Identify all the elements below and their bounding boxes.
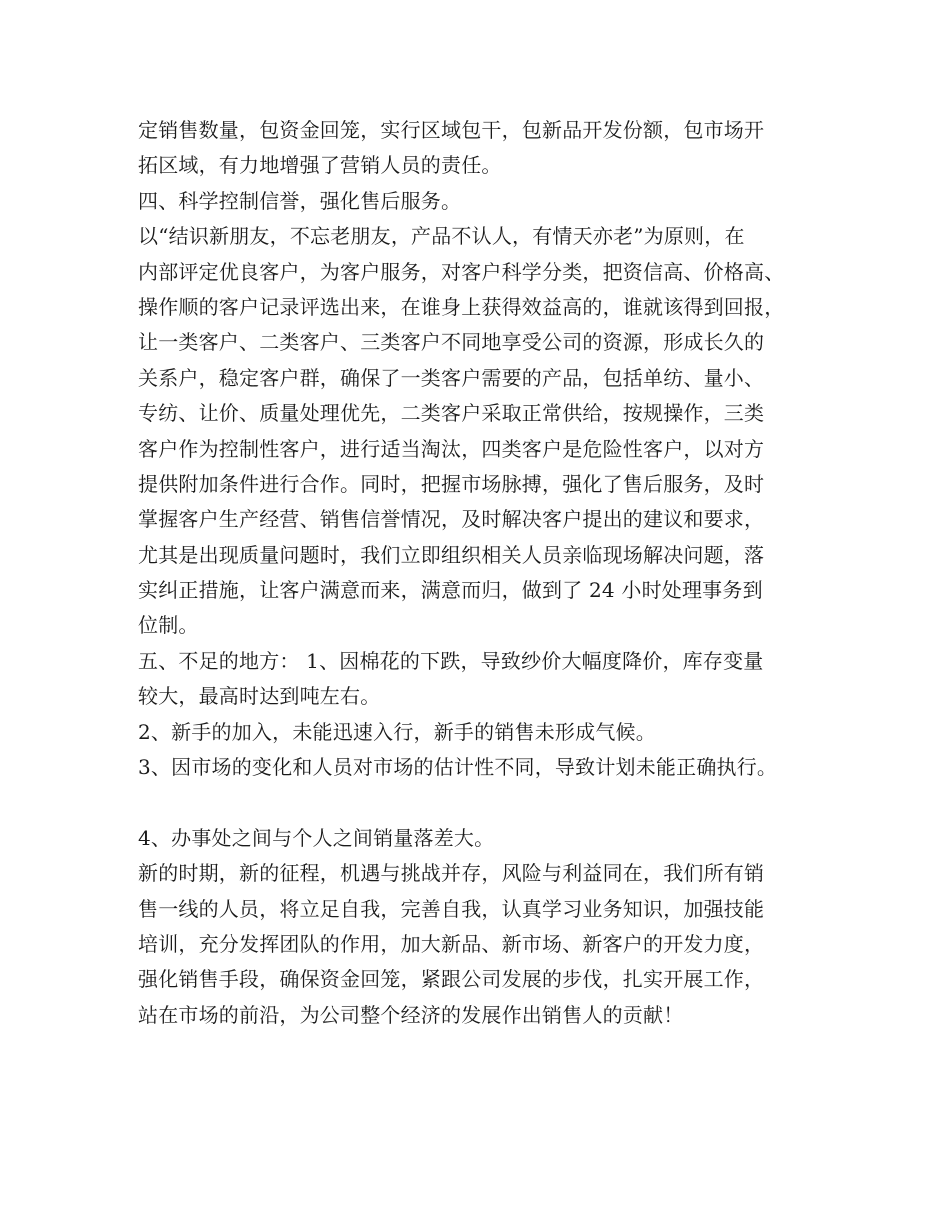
list-item: 2、新手的加入，未能迅速入行，新手的销售未形成气候。	[138, 719, 656, 744]
text-line: 站在市场的前沿，为公司整个经济的发展作出销售人的贡献！	[138, 1002, 684, 1027]
document-text-body	[138, 113, 838, 1033]
list-item: 4、办事处之间与个人之间销量落差大。	[138, 825, 495, 850]
text-line: 强化销售手段，确保资金回笼，紧跟公司发展的步伐，扎实开展工作，	[138, 967, 765, 992]
text-line: 关系户，稳定客户群，确保了一类客户需要的产品，包括单纺、量小、	[138, 365, 765, 390]
section-heading: 五、不足的地方： 1、因棉花的下跌，导致纱价大幅度降价，库存变量	[138, 648, 764, 673]
text-line: 实纠正措施，让客户满意而来，满意而归，做到了 24 小时处理事务到	[138, 578, 763, 603]
text-line: 培训，充分发挥团队的作用，加大新品、新市场、新客户的开发力度，	[138, 931, 765, 956]
text-line: 定销售数量，包资金回笼，实行区域包干，包新品开发份额，包市场开	[138, 118, 765, 142]
blank-line	[138, 785, 838, 820]
text-line: 新的时期，新的征程，机遇与挑战并存，风险与利益同在，我们所有销	[138, 861, 765, 886]
text-line: 较大，最高时达到吨左右。	[138, 684, 381, 709]
text-line: 专纺、让价、质量处理优先，二类客户采取正常供给，按规操作，三类	[138, 401, 765, 426]
list-item: 3、因市场的变化和人员对市场的估计性不同，导致计划未能正确执行。	[138, 755, 778, 780]
text-line: 售一线的人员，将立足自我，完善自我，认真学习业务知识，加强技能	[138, 896, 765, 921]
text-line: 操作顺的客户记录评选出来，在谁身上获得效益高的，谁就该得到回报，	[138, 294, 785, 319]
text-line: 提供附加条件进行合作。同时，把握市场脉搏，强化了售后服务，及时	[138, 471, 765, 496]
text-line: 掌握客户生产经营、销售信誉情况，及时解决客户提出的建议和要求，	[138, 507, 765, 532]
text-line: 内部评定优良客户，为客户服务，对客户科学分类，把资信高、价格高、	[138, 259, 785, 284]
text-line: 拓区域，有力地增强了营销人员的责任。	[138, 153, 502, 178]
text-line: 位制。	[138, 613, 199, 638]
text-line: 以“结识新朋友，不忘老朋友，产品不认人，有情天亦老”为原则，在	[138, 224, 745, 249]
text-line: 客户作为控制性客户，进行适当淘汰，四类客户是危险性客户，以对方	[138, 436, 765, 461]
section-heading: 四、科学控制信誉，强化售后服务。	[138, 188, 462, 213]
text-line: 尤其是出现质量问题时，我们立即组织相关人员亲临现场解决问题，落	[138, 542, 765, 567]
text-line: 让一类客户、二类客户、三类客户不同地享受公司的资源，形成长久的	[138, 330, 765, 355]
